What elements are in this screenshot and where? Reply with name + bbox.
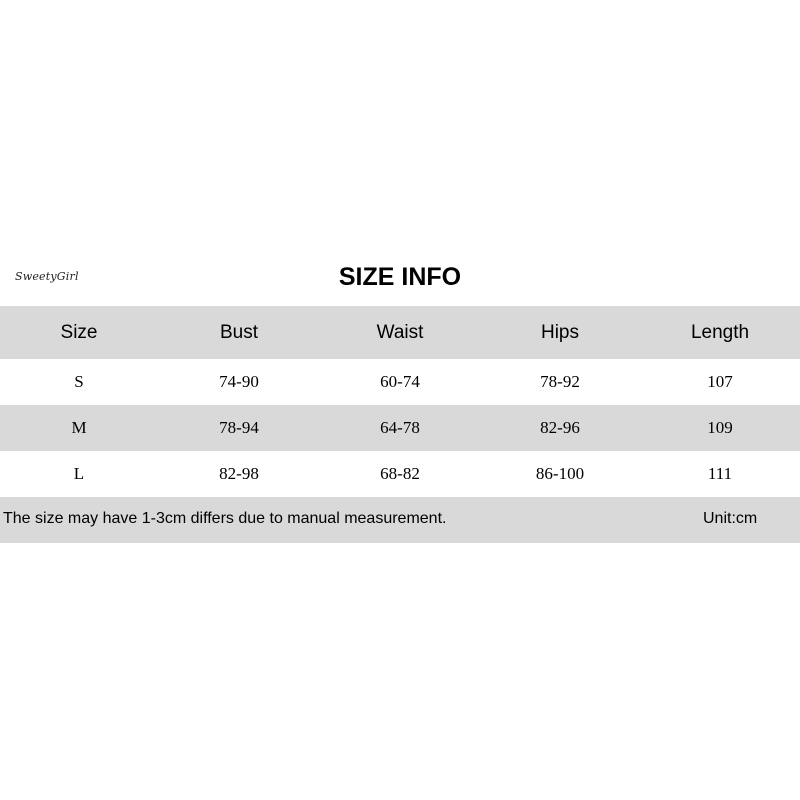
table-row-s (0, 359, 800, 405)
table-cell-hips: 86-100 (535, 464, 585, 483)
column-header-size: Size (60, 321, 98, 343)
table-cell-size: S (74, 372, 84, 391)
column-header-length: Length (690, 321, 750, 343)
column-header-hips: Hips (540, 321, 579, 343)
table-footer (0, 497, 800, 543)
table-header-row (0, 306, 800, 359)
measurement-note: The size may have 1-3cm differs due to manual measurement. (3, 510, 447, 527)
table-cell-waist: 68-82 (380, 464, 420, 483)
table-cell-size: M (71, 418, 87, 437)
table-cell-length: 109 (707, 418, 733, 437)
column-header-waist: Waist (376, 321, 424, 343)
column-header-bust: Bust (219, 321, 259, 343)
size-table (0, 306, 800, 543)
table-cell-waist: 64-78 (380, 418, 420, 437)
page-title: SIZE INFO (338, 263, 462, 291)
unit-label: Unit:cm (703, 510, 758, 527)
table-cell-length: 107 (707, 372, 733, 391)
table-row-m (0, 405, 800, 451)
table-cell-bust: 74-90 (219, 372, 259, 391)
table-cell-hips: 82-96 (540, 418, 580, 437)
table-cell-size: L (73, 464, 85, 483)
table-cell-bust: 82-98 (219, 464, 259, 483)
table-cell-bust: 78-94 (219, 418, 259, 437)
table-cell-waist: 60-74 (380, 372, 420, 391)
table-cell-length: 111 (707, 464, 733, 483)
brand-logo: SweetyGirl (15, 270, 79, 283)
table-row-l (0, 451, 800, 497)
table-cell-hips: 78-92 (540, 372, 580, 391)
